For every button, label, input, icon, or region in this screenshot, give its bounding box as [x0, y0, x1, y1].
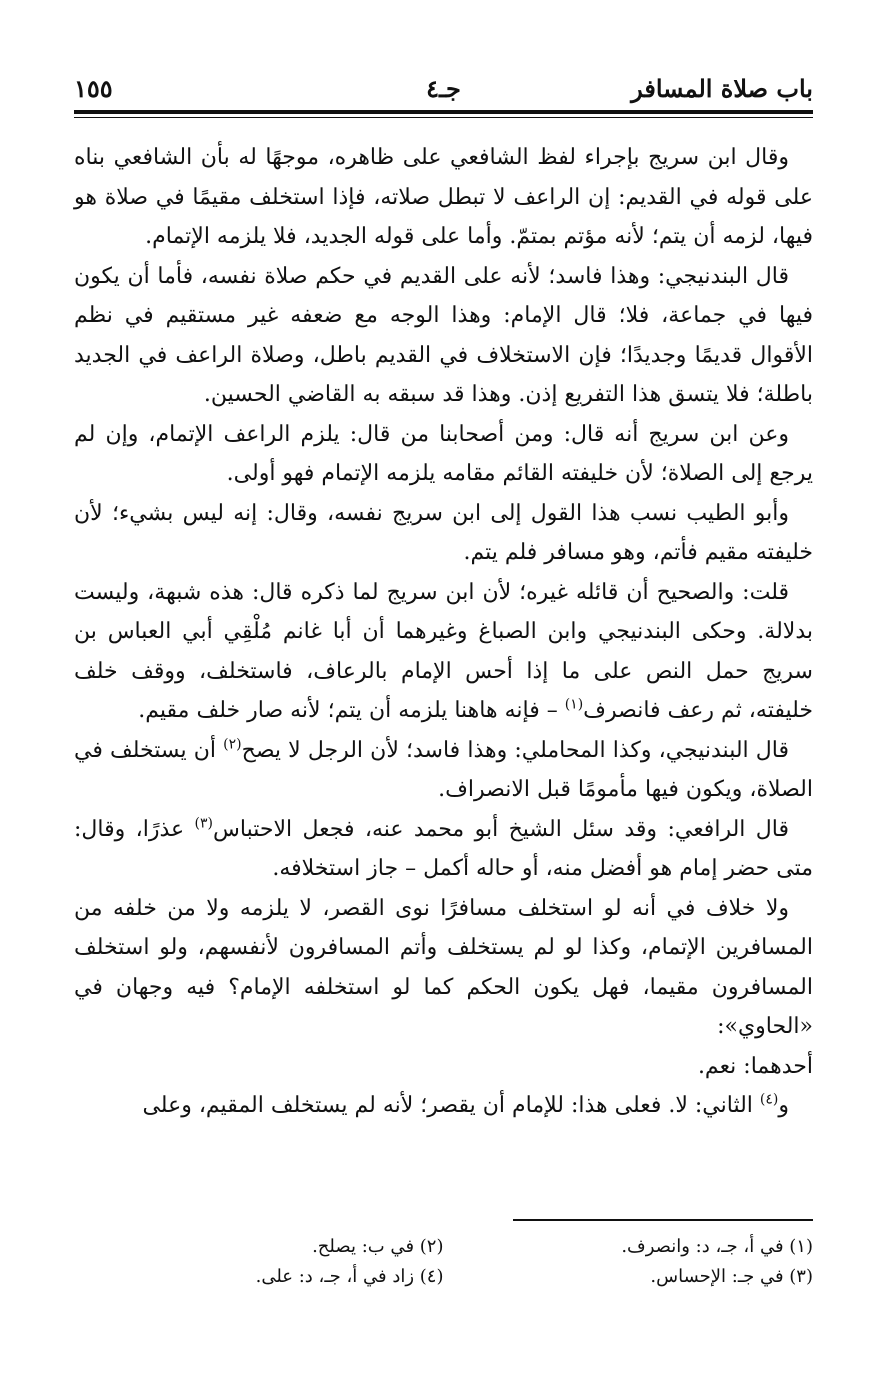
footnote: (١) في أ، جـ، د: وانصرف. — [621, 1236, 813, 1257]
paragraph-text: و — [778, 1093, 789, 1118]
paragraph: ولا خلاف في أنه لو استخلف مسافرًا نوى القصر، لا يلزمه ولا من خلفه من المسافرين الإتمام، وكذا لو لم يستخلف وأتم المسافرون لأنفسهم، ولو استخلف المسافرون مقيما، فهل يكون الحكم كما لو استخلفه الإمام؟ فيه وجهان في «الحاوي»: — [74, 895, 813, 1039]
paragraph-text: قلت: والصحيح أن قائله غيره؛ لأن ابن سريج لما ذكره قال: هذه شبهة، وليست بدلالة. وحكى البندنيجي وابن الصباغ وغيرهما أن أبا غانم مُلْقِي أبي العباس بن سريج حمل النص على ما إذا أحس الإمام بالرعاف، فاستخلف، ووقف خلف خليفته، ثم رعف فانصرف — [74, 579, 813, 723]
footnote: (٢) في ب: يصلح. — [312, 1236, 444, 1257]
footnote-rule — [513, 1219, 813, 1221]
footnote: (٣) في جـ: الإحساس. — [650, 1266, 813, 1287]
paragraph — [74, 810, 813, 889]
paragraph-text: الثاني: لا. فعلى هذا: للإمام أن يقصر؛ لأنه لم يستخلف المقيم، وعلى — [142, 1093, 760, 1118]
header-rule-thin — [74, 117, 813, 118]
main-text — [74, 138, 813, 1126]
footnote-mark: (٣) — [194, 815, 214, 832]
footnote-row — [74, 1232, 813, 1262]
footnote-mark: (٤) — [759, 1091, 779, 1108]
footnotes — [74, 1232, 813, 1292]
paragraph-text: – فإنه هاهنا يلزمه أن يتم؛ لأنه صار خلف مقيم. — [138, 698, 565, 723]
chapter-title: باب صلاة المسافر — [631, 74, 813, 103]
paragraph: وقال ابن سريج بإجراء لفظ الشافعي على ظاهره، موجهًا له بأن الشافعي بناه على قوله في القديم: إن الراعف لا تبطل صلاته، فإذا استخلف مقيمًا في صلاة هو فيها، لزمه أن يتم؛ لأنه مؤتم بمتمّ. وأما على قوله الجديد، فلا يلزمه الإتمام. — [74, 145, 813, 249]
paragraph: وأبو الطيب نسب هذا القول إلى ابن سريج نفسه، وقال: إنه ليس بشيء؛ لأن خليفته مقيم فأتم، وهو مسافر فلم يتم. — [74, 500, 813, 565]
paragraph — [74, 1086, 813, 1126]
footnote-mark: (٢) — [223, 736, 242, 753]
paragraph — [74, 731, 813, 810]
header-rule — [74, 110, 813, 114]
footnote: (٤) زاد في أ، جـ، د: على. — [255, 1266, 444, 1287]
running-header — [74, 70, 813, 110]
paragraph: أحدهما: نعم. — [697, 1053, 813, 1079]
footnote-row — [74, 1262, 813, 1292]
paragraph — [74, 573, 813, 731]
paragraph: قال البندنيجي: وهذا فاسد؛ لأنه على القديم في حكم صلاة نفسه، فأما أن يكون فيها في جماعة، فلا؛ قال الإمام: وهذا الوجه مع ضعفه غير مستقيم في نظم الأقوال قديمًا وجديدًا؛ فإن الاستخلاف في القديم باطل، وصلاة الراعف في الجديد باطلة؛ فلا يتسق هذا التفريع إذن. وهذا قد سبقه به القاضي الحسين. — [74, 263, 813, 407]
page-number: ١٥٥ — [74, 74, 113, 103]
paragraph-text: قال الرافعي: وقد سئل الشيخ أبو محمد عنه، فجعل الاحتباس — [213, 816, 789, 842]
footnote-mark: (١) — [564, 696, 584, 713]
paragraph-text: أن يستخلف في الصلاة، ويكون فيها مأمومًا قبل الانصراف. — [74, 737, 813, 802]
paragraph-text: عذرًا، وقال: متى حضر إمام هو أفضل منه، أو حاله أكمل – جاز استخلافه. — [74, 816, 813, 881]
paragraph-text: قال البندنيجي، وكذا المحاملي: وهذا فاسد؛ لأن الرجل لا يصح — [241, 737, 789, 763]
paragraph: وعن ابن سريج أنه قال: ومن أصحابنا من قال: يلزم الراعف الإتمام، وإن لم يرجع إلى الصلاة؛ لأن خليفته القائم مقامه يلزمه الإتمام فهو أولى. — [74, 421, 813, 486]
volume-label: جـ٤ — [426, 74, 461, 103]
